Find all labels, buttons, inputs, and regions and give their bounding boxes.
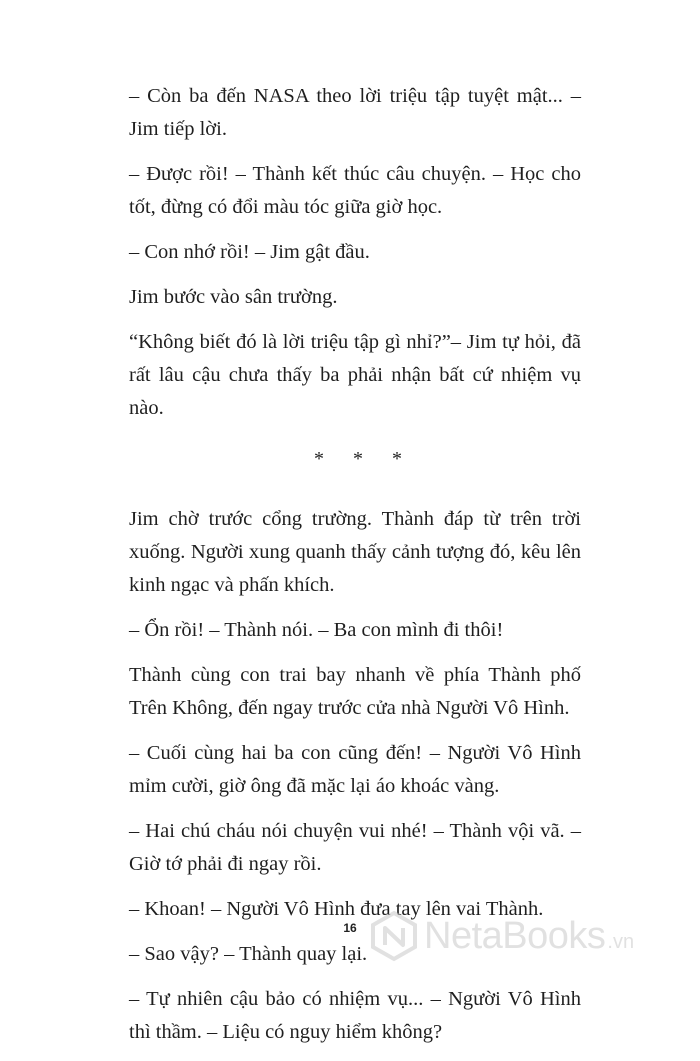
paragraph: – Ổn rồi! – Thành nói. – Ba con mình đi thôi! [129, 619, 504, 641]
paragraph: – Con nhớ rồi! – Jim gật đầu. [129, 241, 370, 263]
watermark [368, 908, 698, 964]
paragraph: – Sao vậy? – Thành quay lại. [129, 943, 368, 965]
paragraph: “Không biết đó là lời triệu tập gì nhỉ?”– Jim tự hỏi, đã rất lâu cậu chưa thấy ba phải nhận bất cứ nhiệm vụ nào. [129, 331, 581, 419]
netabooks-logo-icon [368, 910, 420, 962]
paragraph: – Cuối cùng hai ba con cũng đến! – Người Vô Hình mỉm cười, giờ ông đã mặc lại áo khoác vàng. [129, 742, 581, 797]
paragraph: Jim bước vào sân trường. [129, 286, 338, 308]
watermark-suffix: .vn [607, 930, 635, 953]
paragraph: – Hai chú cháu nói chuyện vui nhé! – Thành vội vã. – Giờ tớ phải đi ngay rồi. [129, 820, 581, 875]
paragraph: – Tự nhiên cậu bảo có nhiệm vụ... – Người Vô Hình thì thầm. – Liệu có nguy hiểm không? [129, 988, 581, 1043]
section-separator: * * * [314, 448, 414, 470]
paragraph: Jim chờ trước cổng trường. Thành đáp từ trên trời xuống. Người xung quanh thấy cảnh tượng đó, kêu lên kinh ngạc và phấn khích. [129, 508, 581, 596]
page-number: 16 [343, 921, 357, 935]
paragraph: – Còn ba đến NASA theo lời triệu tập tuyệt mật... – Jim tiếp lời. [129, 85, 581, 140]
paragraph: – Khoan! – Người Vô Hình đưa tay lên vai Thành. [129, 898, 544, 920]
watermark-name: NetaBooks [424, 914, 606, 957]
paragraph: – Được rồi! – Thành kết thúc câu chuyện. – Học cho tốt, đừng có đổi màu tóc giữa giờ học. [129, 163, 581, 218]
paragraph: Thành cùng con trai bay nhanh về phía Thành phố Trên Không, đến ngay trước cửa nhà Người Vô Hình. [129, 664, 581, 719]
